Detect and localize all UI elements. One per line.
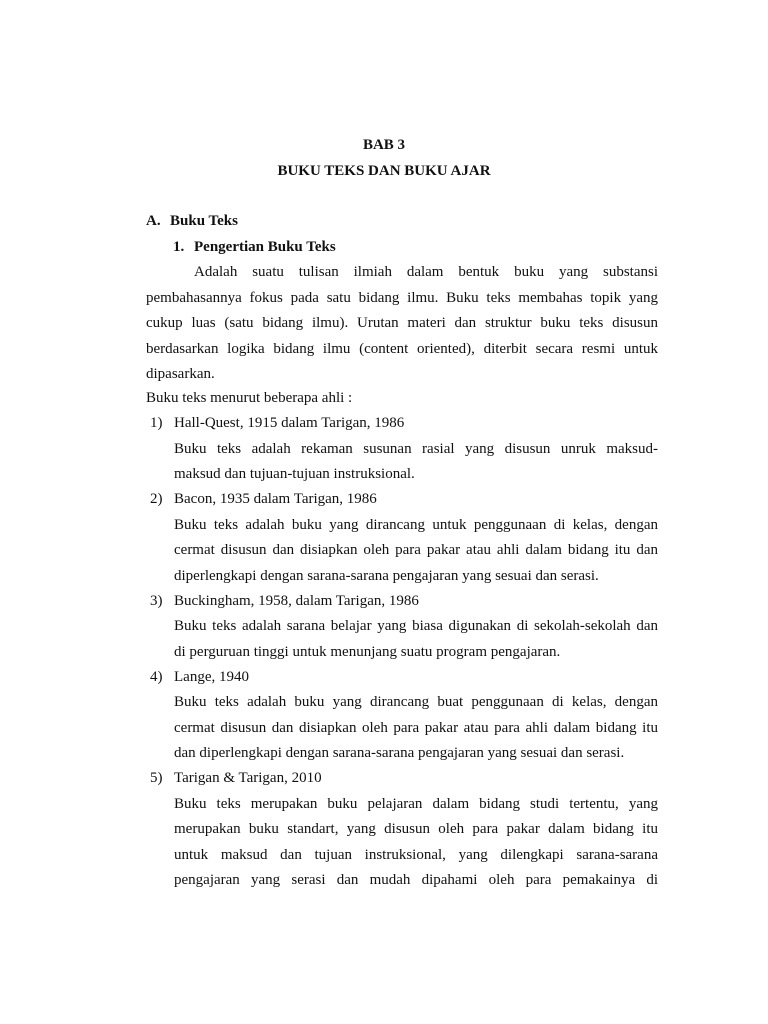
expert-2-marker: 2) <box>150 491 163 507</box>
expert-2-line-3: diperlengkapi dengan sarana-sarana pengajaran yang sesuai dan serasi. <box>174 568 599 584</box>
intro-line-3: cukup luas (satu bidang ilmu). Urutan materi dan struktur buku teks disusun <box>146 315 658 331</box>
expert-4-marker: 4) <box>150 669 163 685</box>
expert-2-line-1: Buku teks adalah buku yang dirancang untuk penggunaan di kelas, dengan <box>174 517 658 533</box>
expert-3-line-1: Buku teks adalah sarana belajar yang biasa digunakan di sekolah-sekolah dan <box>174 618 658 634</box>
expert-4-line-1: Buku teks adalah buku yang dirancang buat penggunaan di kelas, dengan <box>174 694 658 710</box>
subsection-1-title: Pengertian Buku Teks <box>194 239 336 255</box>
expert-1-line-1: Buku teks adalah rekaman susunan rasial yang disusun unruk maksud- <box>174 441 658 457</box>
intro-line-1: Adalah suatu tulisan ilmiah dalam bentuk buku yang substansi <box>194 264 658 280</box>
expert-5-line-3: untuk maksud dan tujuan instruksional, yang dilengkapi sarana-sarana <box>174 847 658 863</box>
expert-5-source: Tarigan & Tarigan, 2010 <box>174 770 322 786</box>
expert-3-marker: 3) <box>150 593 163 609</box>
expert-1-line-2: maksud dan tujuan-tujuan instruksional. <box>174 466 415 482</box>
chapter-number: BAB 3 <box>362 137 406 153</box>
intro-line-5: dipasarkan. <box>146 366 215 382</box>
intro-line-4: berdasarkan logika bidang ilmu (content oriented), diterbit secara resmi untuk <box>146 341 658 357</box>
section-a-title: Buku Teks <box>170 213 238 229</box>
expert-4-line-3: dan diperlengkapi dengan sarana-sarana pengajaran yang sesuai dan serasi. <box>174 745 625 761</box>
expert-3-source: Buckingham, 1958, dalam Tarigan, 1986 <box>174 593 419 609</box>
expert-5-line-2: merupakan buku standart, yang disusun oleh para pakar dalam bidang itu <box>174 821 658 837</box>
expert-4-source: Lange, 1940 <box>174 669 249 685</box>
experts-lead: Buku teks menurut beberapa ahli : <box>146 390 353 406</box>
intro-line-2: pembahasannya fokus pada satu bidang ilmu. Buku teks membahas topik yang <box>146 290 658 306</box>
expert-1-source: Hall-Quest, 1915 dalam Tarigan, 1986 <box>174 415 405 431</box>
section-a-marker: A. <box>146 213 161 229</box>
subsection-1-marker: 1. <box>173 239 185 255</box>
expert-3-line-2: di perguruan tinggi untuk menunjang suatu program pengajaran. <box>174 644 561 660</box>
expert-2-source: Bacon, 1935 dalam Tarigan, 1986 <box>174 491 377 507</box>
chapter-title: BUKU TEKS DAN BUKU AJAR <box>277 163 491 179</box>
expert-5-line-4: pengajaran yang serasi dan mudah dipahami oleh para pemakainya di <box>174 872 658 888</box>
expert-5-line-1: Buku teks merupakan buku pelajaran dalam bidang studi tertentu, yang <box>174 796 658 812</box>
expert-1-marker: 1) <box>150 415 163 431</box>
expert-5-marker: 5) <box>150 770 163 786</box>
expert-2-line-2: cermat disusun dan disiapkan oleh para pakar atau ahli dalam bidang itu dan <box>174 542 658 558</box>
expert-4-line-2: cermat disusun dan disiapkan oleh para pakar atau para ahli dalam bidang itu <box>174 720 658 736</box>
